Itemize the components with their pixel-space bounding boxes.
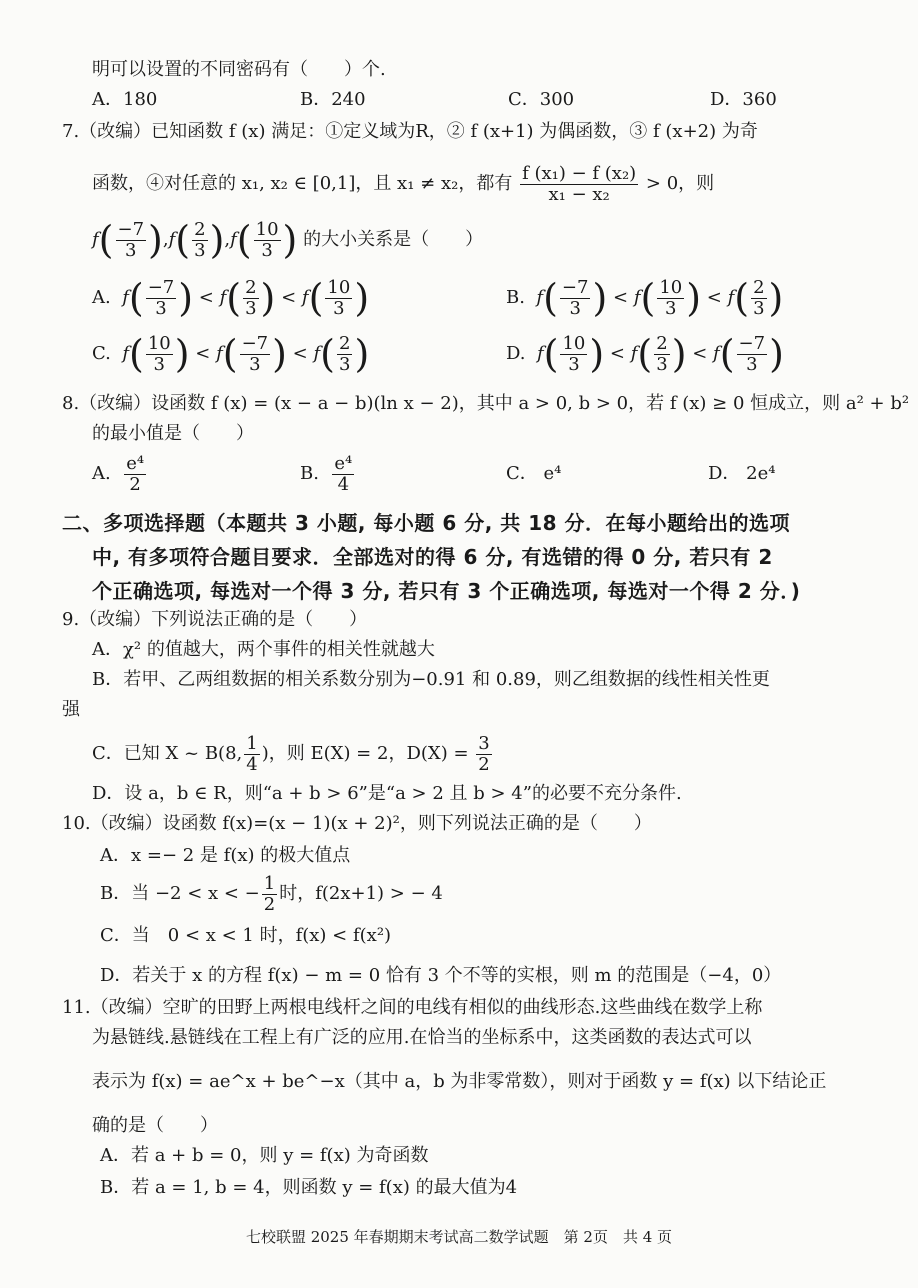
q7-option-c-label: C.: [92, 343, 111, 364]
q7-condition-fraction: [520, 164, 638, 205]
q9-option-b-line2: 强: [62, 699, 80, 720]
q8-option-a-num: e⁴: [126, 452, 145, 474]
q9-option-b-line1: B．若甲、乙两组数据的相关系数分别为−0.91 和 0.89，则乙组数据的线性相关性更: [92, 669, 770, 690]
q10-stem: 10.（改编）设函数 f(x)=(x − 1)(x + 2)²，则下列说法正确的是（ ）: [62, 813, 652, 834]
q9-option-c-frac-num: 1: [246, 732, 258, 754]
q8-option-a: [92, 450, 148, 498]
q10-option-c: C．当 0 < x < 1 时，f(x) < f(x²): [100, 925, 392, 946]
q7-expr-c-num: 10: [255, 218, 279, 240]
q7-stem-line1: 7.（改编）已知函数 f (x) 满足：①定义域为R，② f (x+1) 为偶函数，③ f (x+2) 为奇: [62, 121, 758, 142]
q7-stem-line2-pre: 函数，④对任意的 x₁, x₂ ∈ [0,1]，且 x₁ ≠ x₂，都有: [92, 173, 513, 194]
q8-option-b-label: B.: [300, 463, 319, 484]
q8-option-a-den: 2: [129, 473, 141, 495]
q7-fraction-numerator: f (x₁) − f (x₂): [522, 162, 637, 184]
q7-expr-b-num: 2: [194, 218, 206, 240]
q7-expr-a-num: −7: [117, 218, 145, 240]
q11-stem-line2: 为悬链线.悬链线在工程上有广泛的应用.在恰当的坐标系中，这类函数的表达式可以: [92, 1027, 752, 1048]
section2-heading-line2: 中, 有多项符合题目要求．全部选对的得 6 分, 有选错的得 0 分, 若只有 2: [92, 545, 773, 569]
q11-stem-line3: 表示为 f(x) = ae^x + be^−x（其中 a，b 为非零常数），则对于函数 y = f(x) 以下结论正: [92, 1071, 827, 1092]
q7-stem-line2: [92, 162, 714, 206]
q7-option-a-label: A.: [92, 287, 111, 308]
q7-option-d-label: D.: [506, 343, 526, 364]
q8-stem-line1: 8.（改编）设函数 f (x) = (x − a − b)(ln x − 2)，其中 a > 0, b > 0，若 f (x) ≥ 0 恒成立，则 a² + b²: [62, 393, 910, 414]
q9-stem: 9.（改编）下列说法正确的是（ ）: [62, 609, 368, 630]
q10-option-b-frac-den: 2: [263, 893, 276, 915]
q9-option-a: A．χ² 的值越大，两个事件的相关性就越大: [92, 639, 435, 660]
q8-option-b-num: e⁴: [334, 452, 353, 474]
q7-stem-line2-post: > 0，则: [645, 173, 715, 194]
q10-option-b-frac-num: 1: [263, 872, 276, 894]
q11-stem-line4: 确的是（ ）: [92, 1115, 218, 1136]
q6-option-a: A．180: [92, 89, 158, 110]
q7-option-a: A. f( $\frac{-7}{3}$ ) < f( $\frac{2}{3}$ ) < f( $\frac{10}{3}$ ): [92, 276, 370, 320]
q8-option-d: D． 2e⁴: [708, 463, 776, 484]
q7-option-b: B. f( $\frac{-7}{3}$ ) < f( $\frac{10}{3}$ ) < f( $\frac{2}{3}$ ): [506, 276, 784, 320]
q7-option-b-label: B.: [506, 287, 525, 308]
q10-option-a: A．x =− 2 是 f(x) 的极大值点: [100, 845, 351, 866]
q9-option-c-frac-den: 4: [246, 753, 258, 775]
q8-stem-line2: 的最小值是（ ）: [92, 423, 254, 444]
q9-option-c-frac2-num: 3: [478, 732, 490, 754]
q6-option-c: C．300: [508, 89, 575, 110]
q7-option-d: D. f( $\frac{10}{3}$ ) < f( $\frac{2}{3}$ ) < f( $\frac{-7}{3}$ ): [506, 332, 784, 376]
section2-heading-line1: 二、多项选择题（本题共 3 小题, 每小题 6 分, 共 18 分．在每小题给出的选项: [62, 511, 791, 535]
q7-stem-line3: f( $\frac{-7}{3}$ ),f( $\frac{2}{3}$ ),f( $\frac{10}{3}$ ) 的大小关系是（ ）: [92, 218, 484, 262]
q9-option-d: D．设 a，b ∈ R，则“a + b > 6”是“a > 2 且 b > 4”的必要不充分条件.: [92, 783, 682, 804]
q9-option-c: [92, 732, 494, 776]
q6-stem-tail: 明可以设置的不同密码有（ ）个.: [92, 59, 386, 80]
q11-option-a: A．若 a + b = 0，则 y = f(x) 为奇函数: [100, 1145, 429, 1166]
q6-option-b: B．240: [300, 89, 366, 110]
q8-option-b: [300, 450, 356, 498]
q10-option-b: [100, 872, 443, 916]
page-footer: 七校联盟 2025 年春期期末考试高二数学试题 第 2页 共 4 页: [245, 1228, 673, 1246]
q8-option-a-label: A.: [92, 463, 111, 484]
q9-option-c-frac2-den: 2: [478, 753, 490, 775]
section2-heading-line3: 个正确选项, 每选对一个得 3 分, 若只有 3 个正确选项, 每选对一个得 2 分．): [92, 579, 801, 603]
q7-expr-b-den: 3: [194, 239, 206, 261]
q11-stem-line1: 11.（改编）空旷的田野上两根电线杆之间的电线有相似的曲线形态.这些曲线在数学上称: [62, 997, 763, 1018]
q7-option-c: C. f( $\frac{10}{3}$ ) < f( $\frac{-7}{3}$ ) < f( $\frac{2}{3}$ ): [92, 332, 370, 376]
q7-expr-a-den: 3: [125, 239, 137, 261]
q10-option-b-pre: B．当 −2 < x < −: [100, 883, 260, 904]
q9-option-c-mid: )，则 E(X) = 2，D(X) =: [261, 743, 469, 764]
q10-option-d: D．若关于 x 的方程 f(x) − m = 0 恰有 3 个不等的实根，则 m 的范围是（−4，0）: [100, 965, 782, 986]
q10-option-b-post: 时，f(2x+1) > − 4: [279, 883, 443, 904]
q9-option-c-pre: C．已知 X ~ B(8,: [92, 743, 243, 764]
q7-stem-line3-tail: 的大小关系是（ ）: [303, 229, 484, 250]
q8-option-c: C． e⁴: [506, 463, 562, 484]
q11-option-b: B．若 a = 1, b = 4，则函数 y = f(x) 的最大值为4: [100, 1177, 518, 1198]
q6-option-d: D．360: [710, 89, 777, 110]
q7-expr-c-den: 3: [261, 239, 273, 261]
q7-fraction-denominator: x₁ − x₂: [548, 183, 610, 205]
q8-option-b-den: 4: [337, 473, 350, 495]
